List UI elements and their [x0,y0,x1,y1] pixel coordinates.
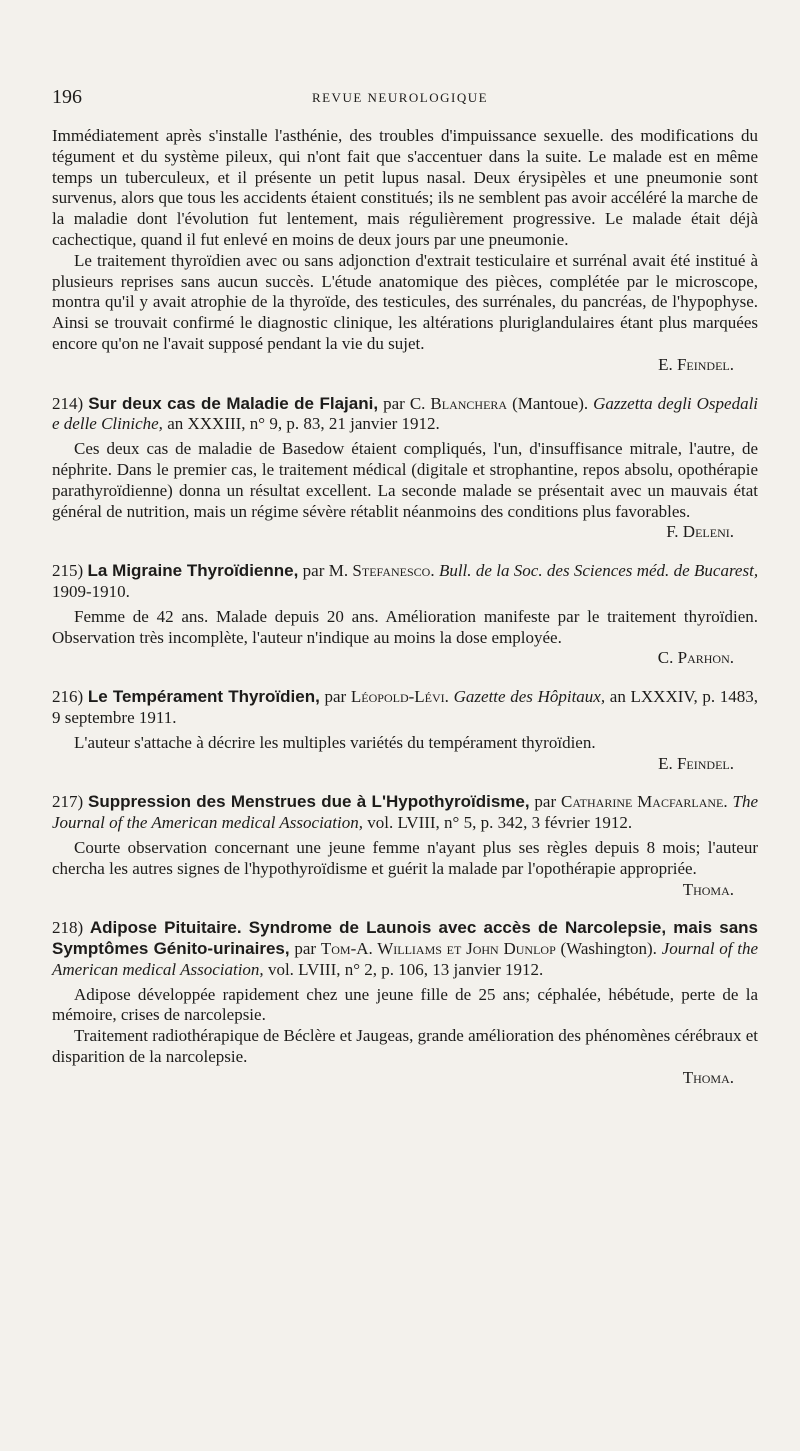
continuation-paragraph: Le traitement thyroïdien avec ou sans adjonction d'extrait testiculaire et surrénal avait été institué à plusieurs reprises sans aucun succès. L'étude anatomique des pièces, complétée par le microscope, montra qu'il y avait atrophie de la thyroïde, des testicules, des surrénales, du pancréas, de l'hypophyse. Ainsi se trouvait confirmé le diagnostic clinique, les altérations pluriglandulaires étant plus marquées encore qu'on ne l'avait supposé pendant la vie du sujet. [52,250,758,353]
entry-author: Léopold-Lévi. [350,687,449,707]
entry-heading [52,792,758,834]
signature: E. Feindel. [658,354,734,374]
page-body [52,126,758,1089]
entry-by: par [383,393,405,413]
entry-author: M. Stefanesco. [328,561,435,581]
entry-text: Traitement radiothérapique de Béclère et Jaugeas, grande amélioration des phénomènes cérébraux et disparition de la narcolepsie. [52,1026,758,1067]
abstract-entry-215 [52,561,758,669]
entry-by: par [302,561,325,581]
signature: C. Parhon. [657,648,734,668]
entry-number: 214) [52,393,84,413]
entry-number: 217) [52,792,84,812]
abstract-entry-216 [52,687,758,774]
entry-heading [52,687,758,729]
abstract-entry-217 [52,792,758,900]
signature: F. Deleni. [666,522,734,542]
entry-number: 218) [52,918,84,938]
entry-text: Femme de 42 ans. Malade depuis 20 ans. Amélioration manifeste par le traitement thyroïdien. Observation très incomplète, l'auteur n'indique au moins la dose employée. [52,606,758,647]
entry-reference: vol. LVIII, n° 2, p. 106, 13 janvier 1912. [267,959,544,979]
entry-reference: an LXXXIV, p. 1483, 9 septembre 1911. [52,687,759,727]
entry-heading [52,918,758,980]
entry-journal: Bull. de la Soc. des Sciences méd. de Bucarest, [438,561,759,581]
entry-journal: Gazette des Hôpitaux, [453,687,606,707]
entry-by: par [534,792,557,812]
entry-heading [52,561,758,603]
entry-author: C. Blanchera [409,393,508,413]
entry-title: Sur deux cas de Maladie de Flajani, [88,393,379,413]
abstract-entry-218 [52,918,758,1088]
entry-place: (Mantoue). [512,393,589,413]
entry-author: Catharine Macfarlane. [560,792,728,812]
continuation-paragraph: Immédiatement après s'installe l'asthénie, des troubles d'impuissance sexuelle. des modifications du tégument et du système pileux, qui n'ont fait que s'accentuer dans la suite. Le malade est en même temps un tuberculeux, et il présente un petit lupus nasal. Deux érysipèles et une pneumonie sont survenus, alors que tous les accidents étaient constitués; ils ne semblent pas avoir accéléré la marche de la maladie dont l'évolution fut lentement, mais régulièrement progressive. Le malade était déjà cachectique, quand il fut enlevé en moins de deux jours par une pneumonie. [52,126,758,249]
entry-text: Ces deux cas de maladie de Basedow étaient compliqués, l'un, d'insuffisance mitrale, l'autre, de néphrite. Dans le premier cas, le traitement médical (digitale et strophantine, repos absolu, opothérapie parathyroïdienne) donna un résultat excellent. La seconde malade se présentait avec un mauvais état général de nutrition, mais un régime sévère rétablit néanmoins des conditions plus favorables. [52,439,758,521]
entry-text: L'auteur s'attache à décrire les multiples variétés du tempérament thyroïdien. [74,732,596,752]
entry-title: Le Tempérament Thyroïdien, [87,687,320,707]
entry-reference: 1909-1910. [52,581,130,601]
entry-title: La Migraine Thyroïdienne, [87,561,299,581]
abstract-entry-214 [52,394,758,544]
entry-journal: Journal of the American medical Association, [52,939,759,979]
entry-reference: an XXXIII, n° 9, p. 83, 21 janvier 1912. [167,414,440,434]
entry-text: Courte observation concernant une jeune femme n'ayant plus ses règles depuis 8 mois; l'auteur chercha les autres signes de l'hypothyroïdisme et guérit la malade par l'opothérapie appropriée. [52,837,758,878]
signature: E. Feindel. [658,753,734,773]
entry-place: (Washington). [560,939,657,959]
entry-heading [52,394,758,436]
running-title: REVUE NEUROLOGIQUE [311,90,489,105]
signature: Thoma. [682,879,734,899]
entry-number: 215) [52,561,84,581]
entry-reference: vol. LVIII, n° 5, p. 342, 3 février 1912. [367,813,633,833]
page-header [52,86,748,110]
entry-title: Adipose Pituitaire. Syndrome de Launois avec accès de Narcolepsie, mais sans Symptômes Génito-urinaires, [52,918,758,959]
entry-author: Tom-A. Williams et John Dunlop [320,939,556,959]
entry-journal: The Journal of the American medical Association, [52,792,758,833]
entry-by: par [324,687,347,707]
entry-number: 216) [52,687,84,707]
entry-title: Suppression des Menstrues due à L'Hypothyroïdisme, [88,792,530,812]
signature: Thoma. [682,1067,734,1087]
entry-journal: Gazzetta degli Ospedali e delle Cliniche, [52,393,759,434]
page-number: 196 [52,86,82,108]
entry-by: par [294,939,317,959]
entry-text: Adipose développée rapidement chez une jeune fille de 25 ans; céphalée, hébétude, perte de la mémoire, crises de narcolepsie. [52,984,758,1025]
